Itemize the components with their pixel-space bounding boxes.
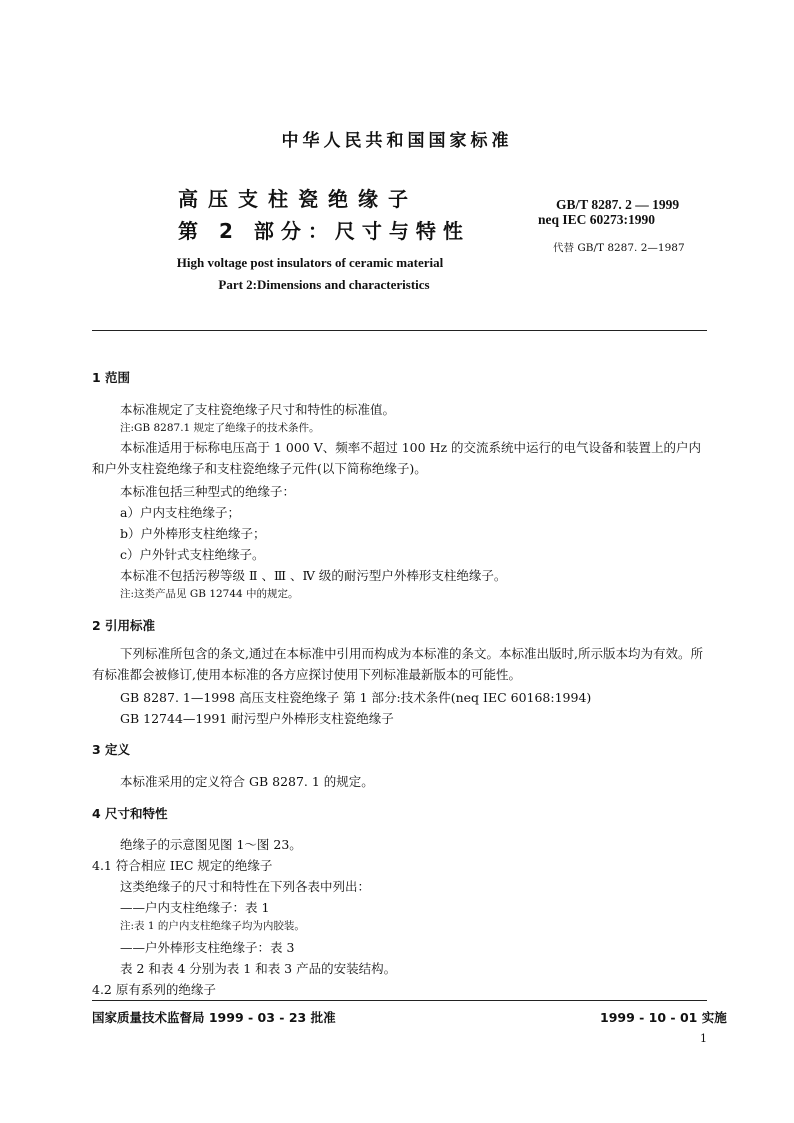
subsection-4-2-heading: 4.2 原有系列的绝缘子	[92, 982, 216, 997]
section-1-paragraph: 本标准包括三种型式的绝缘子：	[120, 484, 296, 499]
section-2-paragraph: 下列标准所包含的条文,通过在本标准中引用而构成为本标准的条文。本标准出版时,所示版本均为有效。所有标准都会被修订,使用本标准的各方应探讨使用下列标准最新版本的可能性。	[92, 646, 703, 682]
list-item: a）户内支柱绝缘子；	[120, 505, 240, 520]
list-item: ——户外棒形支柱绝缘子：表 3	[120, 940, 295, 955]
neq-reference: neq IEC 60273:1990	[538, 212, 656, 227]
section-1-note: 注:GB 8287.1 规定了绝缘子的技术条件。	[120, 422, 320, 434]
standard-code: GB/T 8287. 2 — 1999	[556, 197, 680, 212]
page-number: 1	[700, 1032, 707, 1045]
subsection-4-1-heading: 4.1 符合相应 IEC 规定的绝缘子	[92, 858, 273, 873]
section-4-heading: 4 尺寸和特性	[92, 806, 168, 821]
replaces-reference: 代替 GB/T 8287. 2—1987	[553, 242, 685, 254]
section-1-paragraph: 本标准规定了支柱瓷绝缘子尺寸和特性的标准值。	[120, 402, 396, 417]
section-2-heading: 2 引用标准	[92, 618, 156, 633]
english-title-line1: High voltage post insulators of ceramic material	[176, 255, 444, 270]
reference-item: GB 8287. 1—1998 高压支柱瓷绝缘子 第 1 部分:技术条件(neq IEC 60168:1994)	[120, 690, 592, 705]
effective-date: 1999 - 10 - 01 实施	[600, 1010, 727, 1025]
list-item: ——户内支柱绝缘子：表 1	[120, 900, 270, 915]
section-4-paragraph: 表 2 和表 4 分别为表 1 和表 3 产品的安装结构。	[120, 961, 397, 976]
section-4-paragraph: 绝缘子的示意图见图 1～图 23。	[120, 837, 302, 852]
section-3-heading: 3 定义	[92, 742, 131, 757]
national-standard-title: 中华人民共和国国家标准	[281, 131, 513, 151]
english-title-line2: Part 2:Dimensions and characteristics	[218, 277, 430, 292]
section-1-heading: 1 范围	[92, 370, 131, 385]
list-item: b）户外棒形支柱绝缘子；	[120, 526, 266, 541]
section-1-paragraph: 本标准不包括污秽等级 Ⅱ 、Ⅲ 、Ⅳ 级的耐污型户外棒形支柱绝缘子。	[120, 568, 507, 583]
footer-divider	[92, 1000, 707, 1001]
list-item: c）户外针式支柱绝缘子。	[120, 547, 265, 562]
section-3-paragraph: 本标准采用的定义符合 GB 8287. 1 的规定。	[120, 774, 374, 789]
section-4-paragraph: 这类绝缘子的尺寸和特性在下列各表中列出：	[120, 879, 371, 894]
section-1-paragraph: 本标准适用于标称电压高于 1 000 V、频率不超过 100 Hz 的交流系统中运行的电气设备和装置上的户内和户外支柱瓷绝缘子和支柱瓷绝缘子元件(以下简称绝缘子)。	[92, 440, 702, 476]
section-1-note: 注:这类产品见 GB 12744 中的规定。	[120, 588, 299, 600]
header-divider	[92, 330, 707, 331]
approval-date: 国家质量技术监督局 1999 - 03 - 23 批准	[92, 1010, 336, 1025]
document-title-line2: 第 2 部分：尺寸与特性	[178, 219, 470, 243]
document-title-line1: 高压支柱瓷绝缘子	[178, 187, 418, 211]
reference-item: GB 12744—1991 耐污型户外棒形支柱瓷绝缘子	[120, 711, 394, 726]
section-4-note: 注:表 1 的户内支柱绝缘子均为内胶装。	[120, 920, 305, 932]
